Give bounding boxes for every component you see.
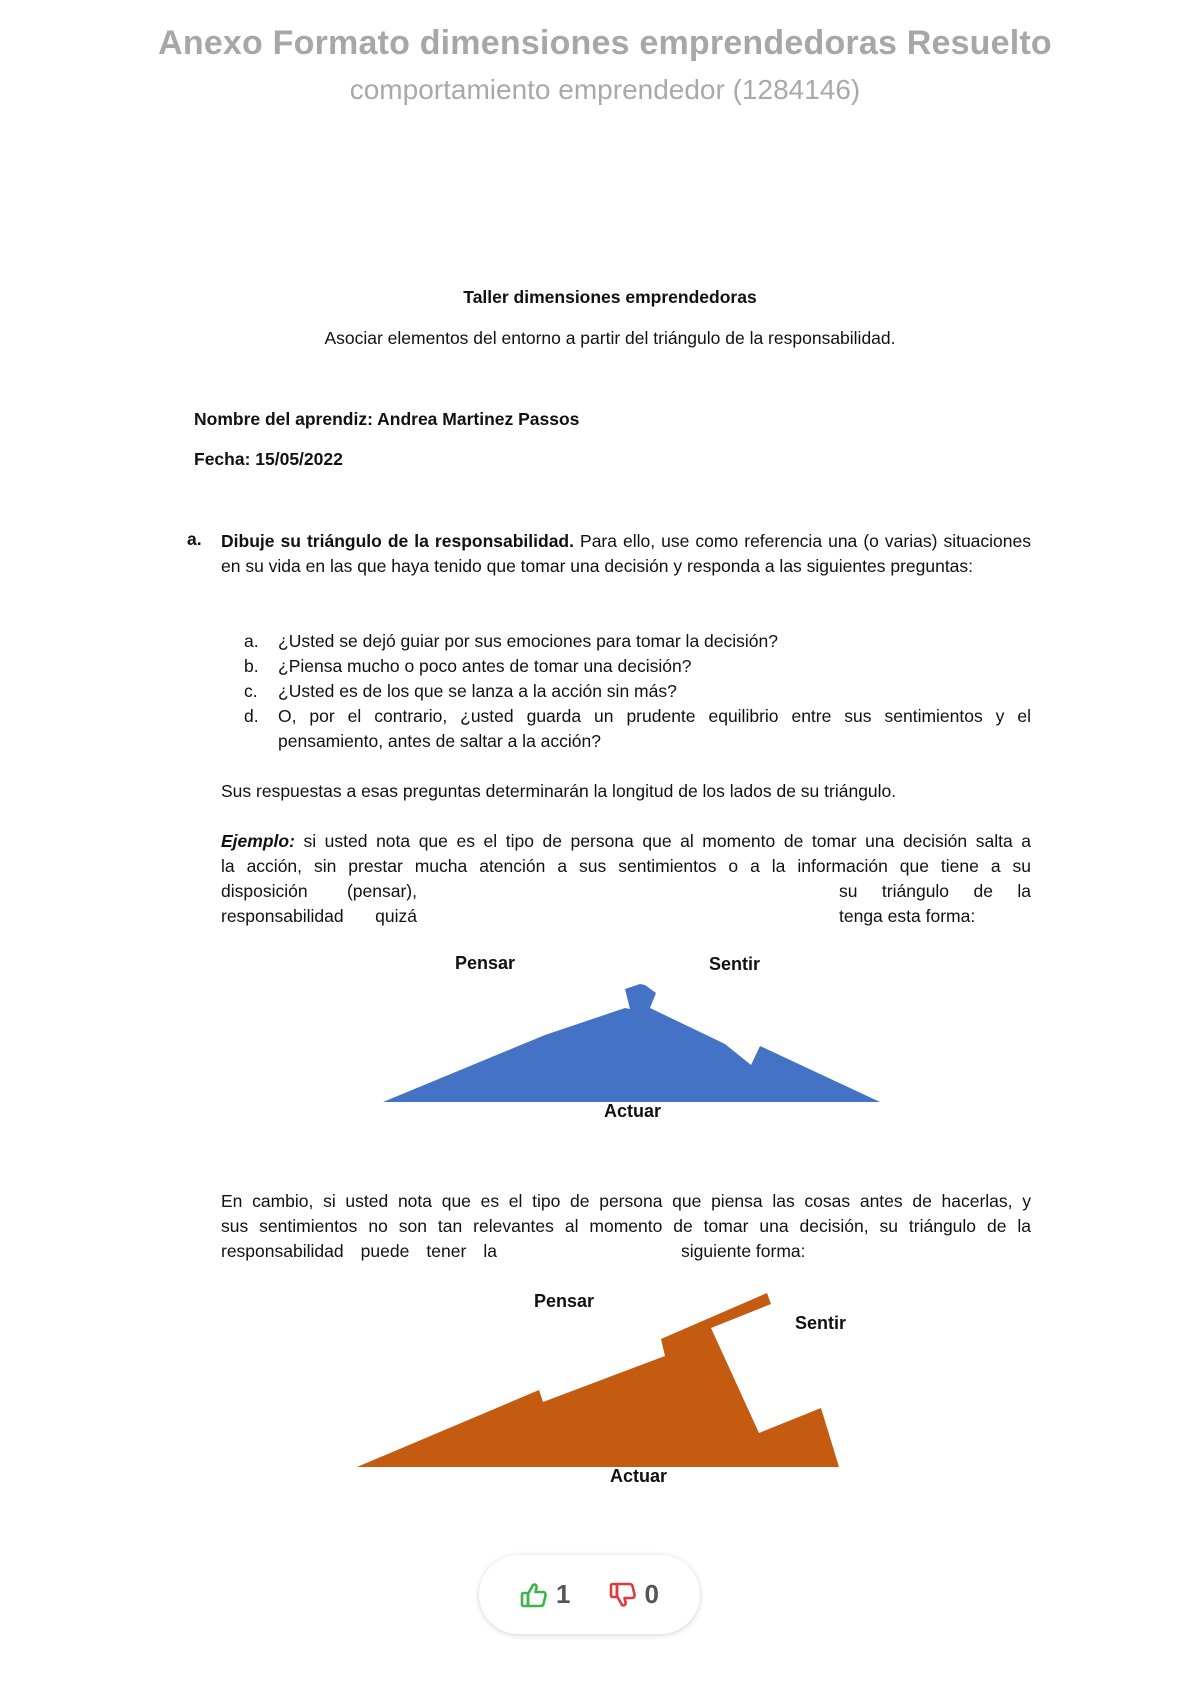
example-line-4-left: responsabilidad quizá (221, 906, 417, 926)
label-think: Pensar (534, 1291, 595, 1311)
document-title: Anexo Formato dimensiones emprendedoras Resuelto (158, 24, 1052, 62)
contrast-line-2: sus sentimientos no son tan relevantes al momento de tomar una decisión, su triángulo de la (221, 1216, 1031, 1236)
list-item-label: a. (244, 631, 259, 651)
example-line-4-right: tenga esta forma: (839, 906, 976, 926)
contrast-line-3 (221, 1239, 1031, 1264)
section-a-instructions (221, 529, 1031, 579)
example-line-1-text: si usted nota que es el tipo de persona que al momento de tomar una decisión salta a (294, 831, 1031, 851)
label-act: Actuar (610, 1466, 668, 1486)
contrast-line-1: En cambio, si usted nota que es el tipo de persona que piensa las cosas antes de hacerlas, y (221, 1191, 1031, 1211)
list-item-text: O, por el contrario, ¿usted guarda un prudente equilibrio entre sus sentimientos y el pensamiento, antes de saltar a la acción? (278, 706, 1031, 751)
list-item-label: d. (244, 706, 259, 726)
example-paragraph (221, 829, 1031, 929)
list-item-text: ¿Usted se dejó guiar por sus emociones para tomar la decisión? (278, 631, 778, 651)
example-line-1 (221, 829, 1031, 854)
student-name: Nombre del aprendiz: Andrea Martinez Passos (194, 409, 580, 429)
rating-box (479, 1555, 700, 1634)
worksheet-date: Fecha: 15/05/2022 (194, 449, 343, 469)
triangle-shape (357, 1293, 839, 1467)
answers-note: Sus respuestas a esas preguntas determinarán la longitud de los lados de su triángulo. (221, 781, 897, 801)
list-item-text: ¿Usted es de los que se lanza a la acción sin más? (278, 681, 677, 701)
contrast-line-3-right: siguiente forma: (681, 1241, 806, 1261)
worksheet-heading: Taller dimensiones emprendedoras (463, 287, 757, 307)
contrast-line-3-left: responsabilidad puede tener la (221, 1241, 497, 1261)
example-line-4 (221, 904, 1031, 929)
document-subtitle: comportamiento emprendedor (1284146) (349, 74, 861, 105)
upvote-count: 1 (556, 1579, 571, 1609)
thumbs-down-icon (609, 1581, 637, 1609)
label-feel: Sentir (795, 1313, 847, 1333)
example-line-3 (221, 879, 1031, 904)
section-a-lead: Dibuje su triángulo de la responsabilidad. (221, 531, 574, 551)
section-marker: a. (187, 529, 202, 549)
worksheet-objective: Asociar elementos del entorno a partir del triángulo de la responsabilidad. (324, 328, 896, 348)
thumbs-up-icon (520, 1581, 548, 1609)
downvote-button[interactable] (609, 1579, 659, 1610)
example-line-3-right: su triángulo de la (839, 881, 1031, 901)
list-item-label: b. (244, 656, 259, 676)
responsibility-triangle-thinking (355, 1290, 850, 1470)
example-lead: Ejemplo: (221, 831, 295, 851)
label-think: Pensar (455, 953, 516, 973)
example-line-3-left: disposición (pensar), (221, 881, 417, 901)
upvote-button[interactable] (520, 1579, 570, 1610)
responsibility-triangle-action (380, 975, 880, 1105)
example-line-2: la acción, sin prestar mucha atención a sus sentimientos o a la información que tiene a su (221, 856, 1031, 876)
section-a-text: Para ello, use como referencia una (o varias) situaciones en su vida en las que haya tenido que tomar una decisión y responda a las siguientes preguntas: (221, 531, 1031, 576)
label-feel: Sentir (709, 954, 761, 974)
downvote-count: 0 (644, 1579, 659, 1609)
contrast-paragraph (221, 1189, 1031, 1264)
triangle-shape (383, 984, 880, 1102)
list-item-label: c. (244, 681, 258, 701)
label-act: Actuar (604, 1101, 662, 1121)
list-item-text: ¿Piensa mucho o poco antes de tomar una decisión? (278, 656, 692, 676)
